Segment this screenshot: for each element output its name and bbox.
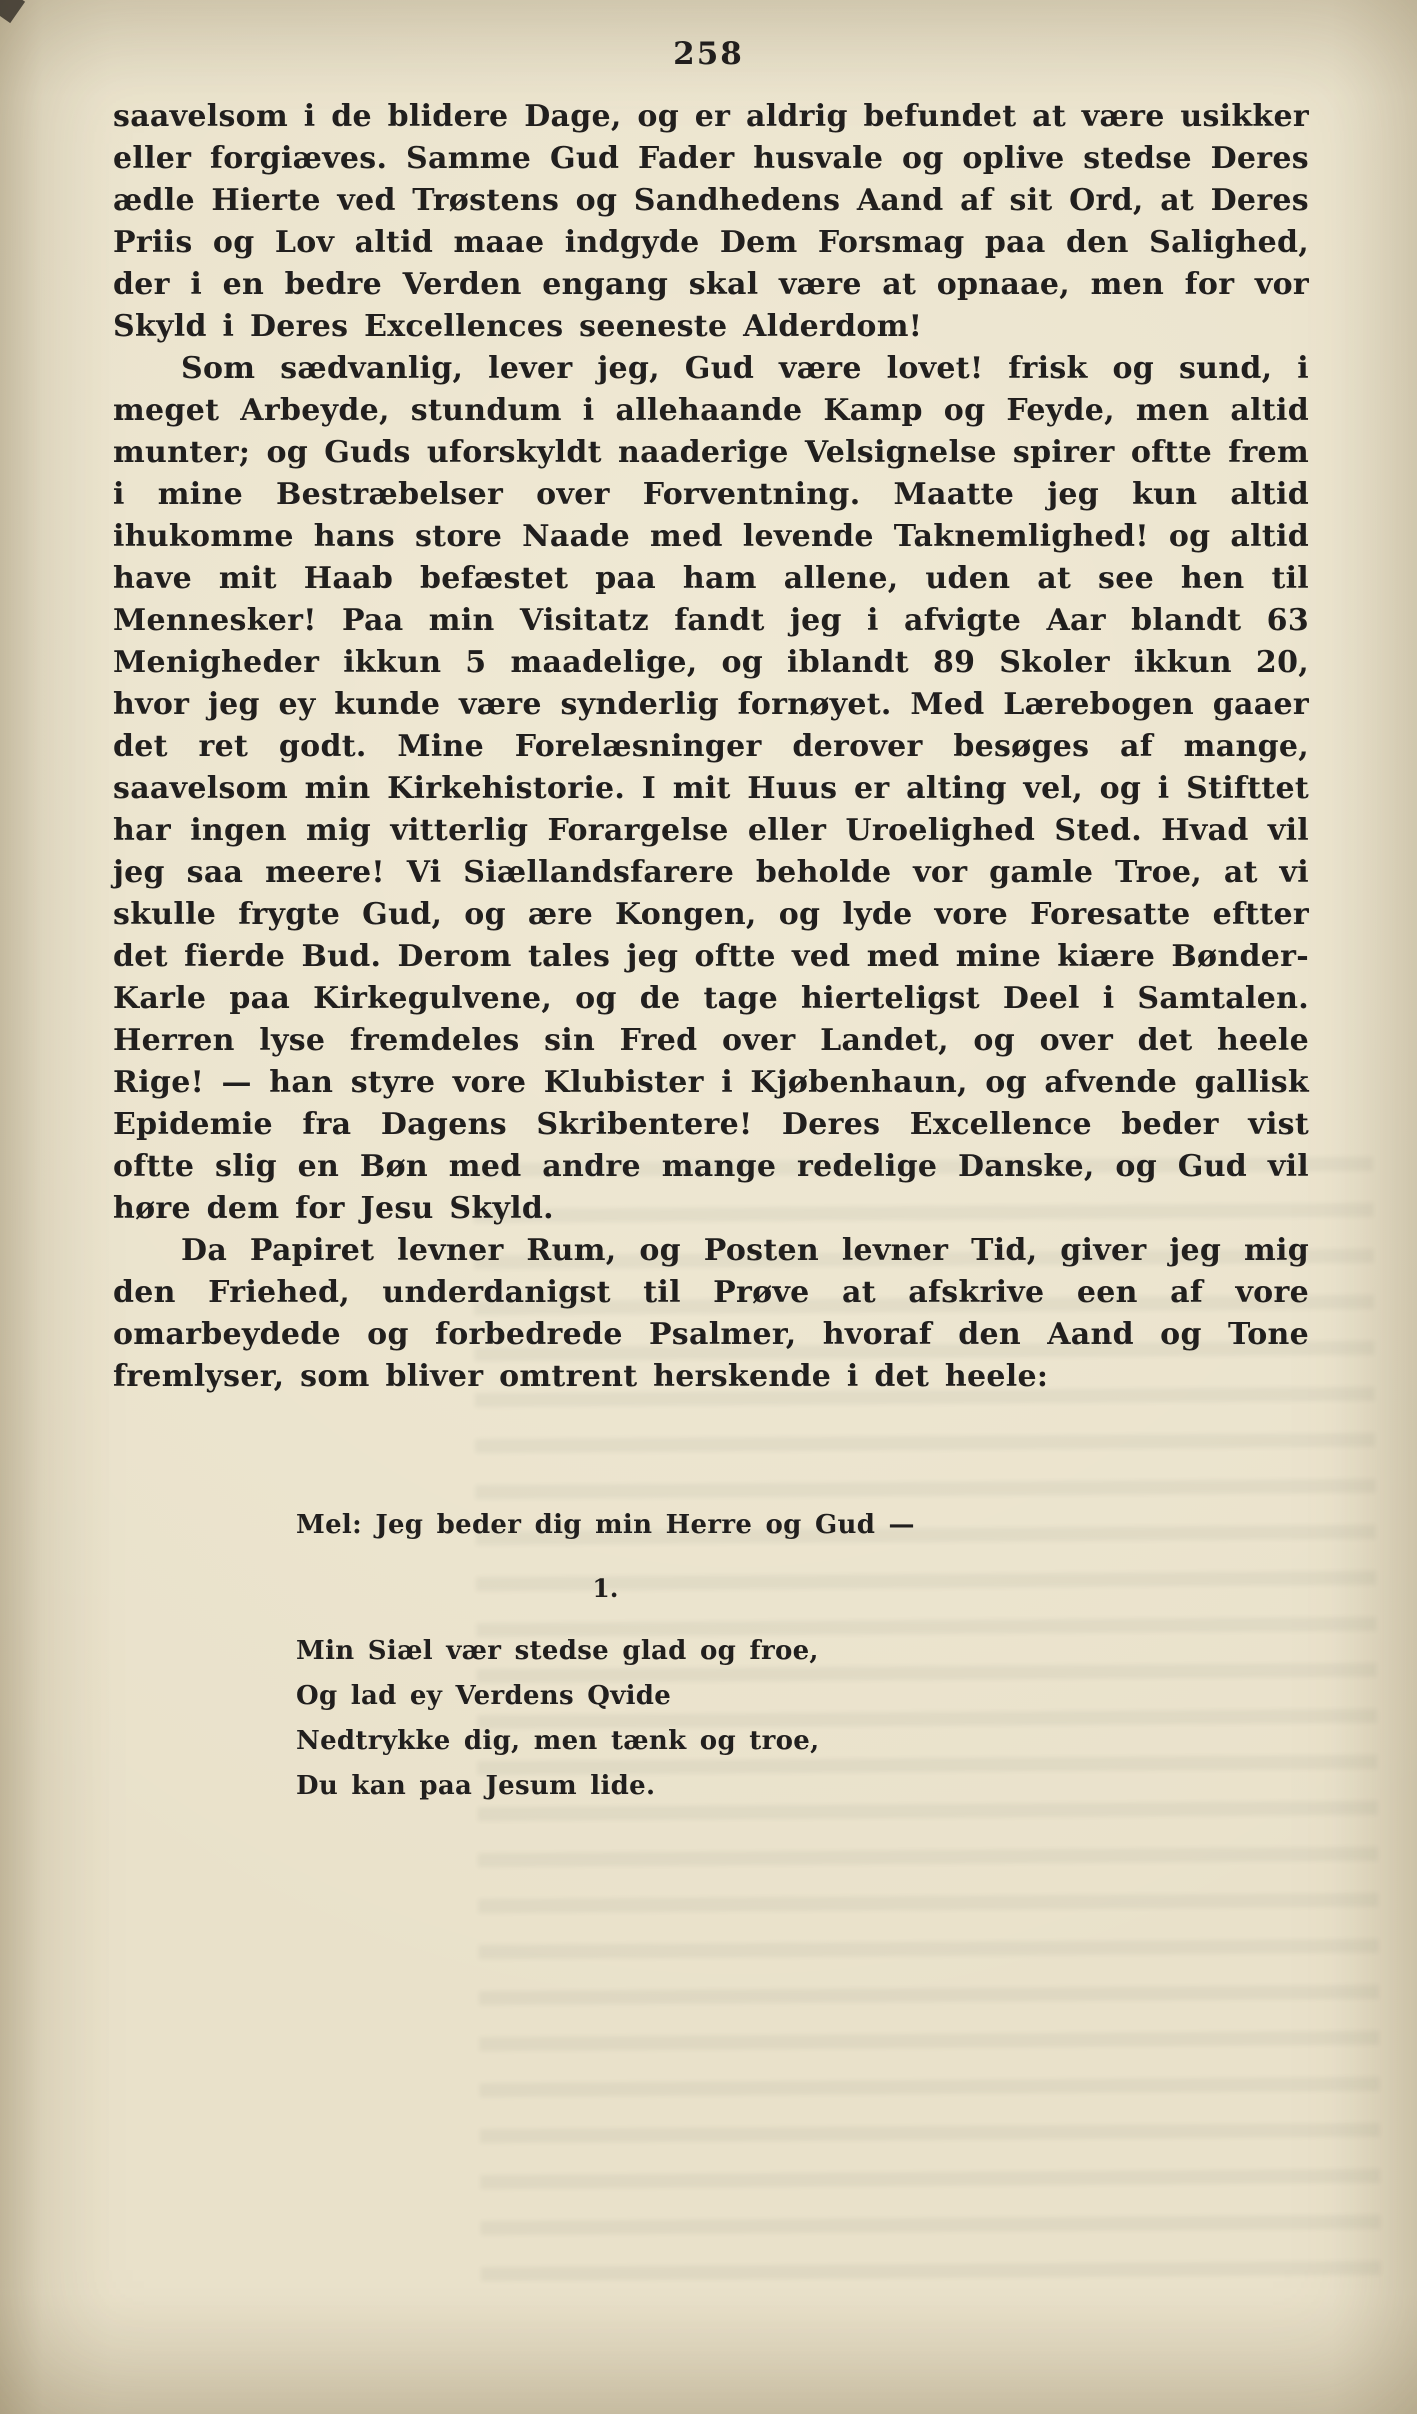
paragraph-continuation: saavelsom i de blidere Dage, og er aldrig befundet at være usikker eller forgiæves. Samme Gud Fader husvale og oplive stedse Deres ædle Hierte ved Trøstens og Sandhedens Aand af sit Ord, at Deres Priis og Lov altid maae indgyde Dem Forsmag paa den Salighed, der i en bedre Verden engang skal være at opnaae, men for vor Skyld i Deres Excellences seeneste Alderdom! xyxy=(113,99,1309,344)
corner-ink-mark xyxy=(0,0,25,23)
hymn-stanza-number: 1. xyxy=(592,1574,619,1603)
verse-line: Nedtrykke dig, men tænk og troe, xyxy=(296,1726,820,1756)
verse-line: Og lad ey Verdens Qvide xyxy=(296,1681,672,1711)
hymn-verse xyxy=(296,1629,915,1809)
verse-line: Du kan paa Jesum lide. xyxy=(296,1771,656,1801)
paragraph: Da Papiret levner Rum, og Posten levner Tid, giver jeg mig den Friehed, underdanigst til Prøve at afskrive een af vore omarbeydede og forbedrede Psalmer, hvoraf den Aand og Tone fremlyser, som bliver omtrent herskende i det heele: xyxy=(113,1233,1309,1394)
hymn-block xyxy=(296,1510,915,1809)
page-number: 258 xyxy=(673,36,744,72)
paragraph: Som sædvanlig, lever jeg, Gud være lovet! frisk og sund, i meget Arbeyde, stundum i allehaande Kamp og Feyde, men altid munter; og Guds uforskyldt naaderige Velsignelse spirer oftte frem i mine Bestræbelser over Forventning. Maatte jeg kun altid ihukomme hans store Naade med levende Taknemlighed! og altid have mit Haab befæstet paa ham allene, uden at see hen til Mennesker! Paa min Visitatz fandt jeg i afvigte Aar blandt 63 Menigheder ikkun 5 maadelige, og iblandt 89 Skoler ikkun 20, hvor jeg ey kunde være synderlig fornøyet. Med Lærebogen gaaer det ret godt. Mine Forelæsninger derover besøges af mange, saavelsom min Kirkehistorie. I mit Huus er alting vel, og i Stifttet har ingen mig vitterlig Forargelse eller Uroelighed Sted. Hvad vil jeg saa meere! Vi Siællandsfarere beholde vor gamle Troe, at vi skulle frygte Gud, og ære Kongen, og lyde vore Foresatte eftter det fierde Bud. Derom tales jeg oftte ved med mine kiære Bønder-Karle paa Kirkegulvene, og de tage hierteligst Deel i Samtalen. Herren lyse fremdeles sin Fred over Landet, og over det heele Rige! — han styre vore Klubister i Kjøbenhaun, og afvende gallisk Epidemie fra Dagens Skribentere! Deres Excellence beder vist oftte slig en Bøn med andre mange redelige Danske, og Gud vil høre dem for Jesu Skyld. xyxy=(113,351,1309,1226)
hymn-melody-line: Mel: Jeg beder dig min Herre og Gud — xyxy=(296,1510,915,1540)
letter-body xyxy=(113,96,1309,1398)
verse-line: Min Siæl vær stedse glad og froe, xyxy=(296,1636,819,1666)
